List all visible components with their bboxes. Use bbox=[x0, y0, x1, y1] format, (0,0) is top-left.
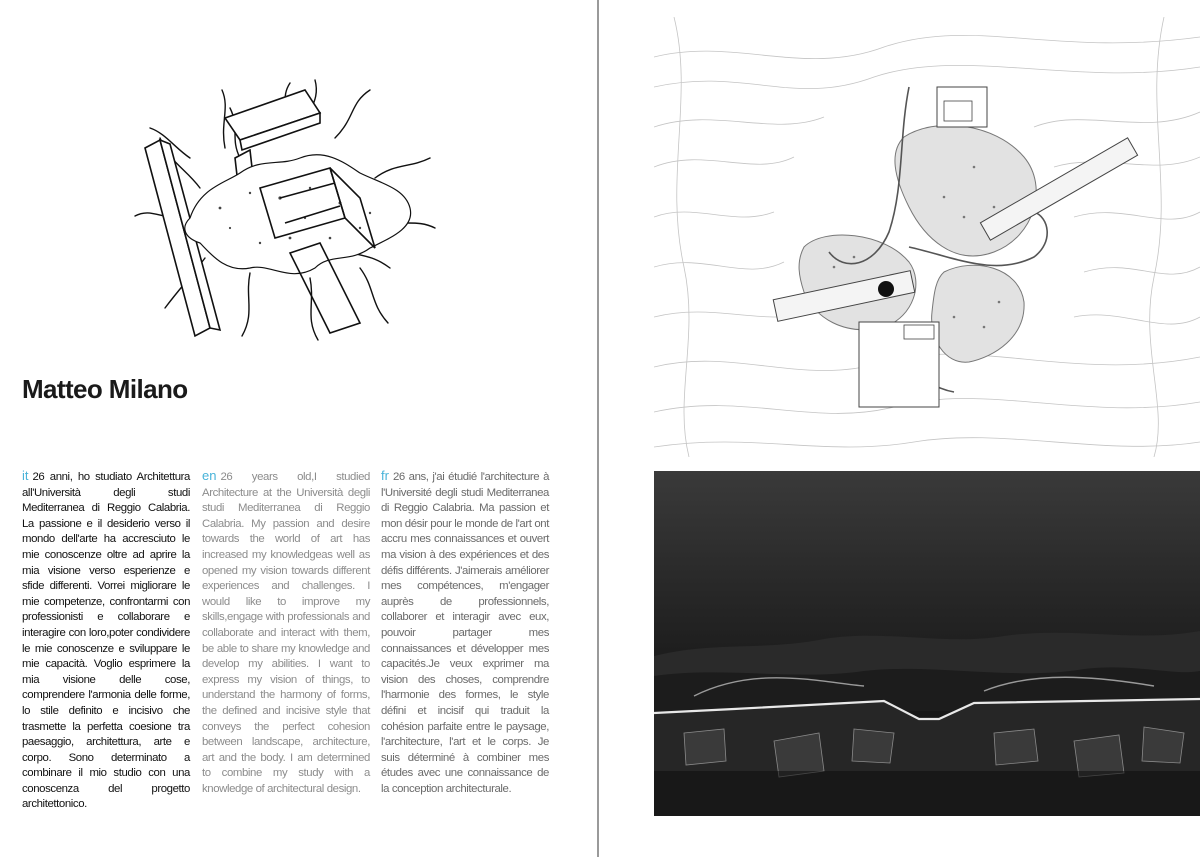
lang-tag-fr: fr bbox=[381, 468, 389, 483]
left-page bbox=[0, 0, 597, 857]
site-plan-drawing bbox=[654, 17, 1200, 457]
bio-column-italian bbox=[22, 468, 190, 813]
ink-sketch-illustration bbox=[130, 78, 440, 348]
page-divider bbox=[597, 0, 599, 857]
bio-column-english bbox=[202, 468, 370, 797]
bio-text-fr: 26 ans, j'ai étudié l'architecture à l'Université degli studi Mediterranea di Reggio Calabria. Ma passion et mon désir pour le monde de l'art ont accru mes connaissances et ouvert ma vision à des expériences et des défis différents. J'aimerais améliorer mes compétences, m'engager auprès de professionnels, collaborer et interagir avec eux, pouvoir partager mes connaissances et développer mes capacités.Je veux exprimer ma vision des choses, comprendre l'harmonie des formes, le style défini et incisif qui traduit la cohésion parfaite entre le paysage, l'architecture, l'art et le corps. Je suis déterminé à combiner mes études avec une connaissance de la conception architecturale. bbox=[381, 471, 549, 795]
right-page bbox=[601, 0, 1200, 857]
bio-text-en: 26 years old,I studied Architecture at the Università degli studi Mediterranea di Reggio Calabria. My passion and desire towards the world of art has increased my knowledgeas well as opened my vision towards different experiences and challenges. I would like to improve my skills,engage with professionals and collaborate and interact with them, be able to share my knowledge and develop my abilities. I want to express my vision of things, to understand the harmony of forms, the defined and incisive style that conveys the perfect cohesion between landscape, architecture, art and the body. I am determined to combine my study with a knowledge of architectural design. bbox=[202, 471, 370, 795]
section-render-image bbox=[654, 471, 1200, 816]
bio-text-it: 26 anni, ho studiato Architettura all'Università degli studi Mediterranea di Reggio Calabria. La passione e il desiderio verso il mondo dell'arte ha accresciuto le mie conoscenze oltre ad aprire la mia visione verso esperienze e sfide differenti. Vorrei migliorare le mie competenze, confrontarmi con professionisti e collaborare e interagire con loro,poter condividere le mie conoscenze e sviluppare le mie capacità. Voglio esprimere la mia visione delle cose, comprendere l'armonia delle forme, lo stile definito e incisivo che trasmette la perfetta coesione tra paesaggio, architettura, arte e corpo. Sono determinato a combinare il mio studio con una conoscenza del progetto architettonico. bbox=[22, 471, 190, 811]
bio-column-french bbox=[381, 468, 549, 797]
lang-tag-en: en bbox=[202, 468, 217, 483]
author-name: Matteo Milano bbox=[22, 374, 188, 404]
lang-tag-it: it bbox=[22, 468, 29, 483]
